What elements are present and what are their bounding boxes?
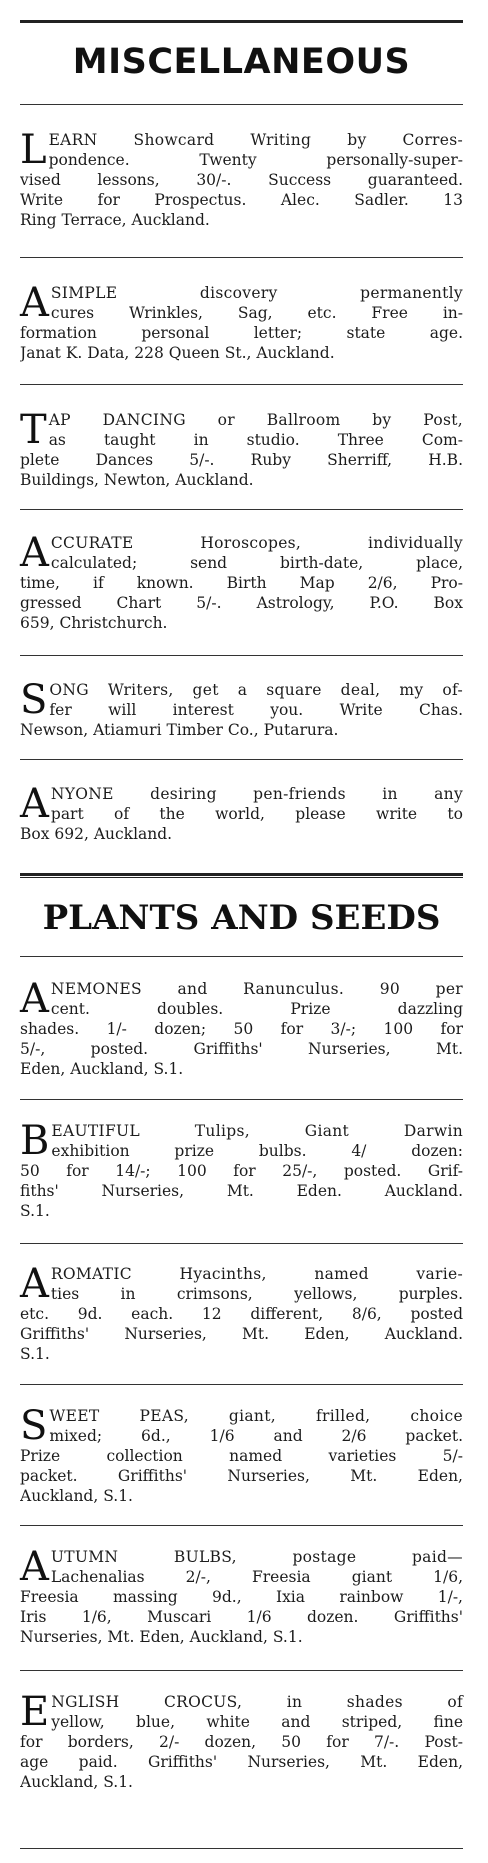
- ad-divider: [20, 759, 463, 760]
- ad-line: Griffiths' Nurseries, Mt. Eden, Auckland.: [20, 1325, 463, 1343]
- ad-line: pondence. Twenty personally-super-: [48, 151, 463, 169]
- ad-divider: [20, 509, 463, 510]
- ad-line: Eden, Auckland, S.1.: [20, 1060, 184, 1078]
- ad-line: SIMPLE discovery permanently: [50, 284, 463, 302]
- drop-cap: A: [20, 280, 49, 326]
- ad-line: Nurseries, Mt. Eden, Auckland, S.1.: [20, 1628, 303, 1646]
- drop-cap: S: [20, 1403, 48, 1449]
- section-heading-plants-and-seeds: PLANTS AND SEEDS: [42, 898, 441, 938]
- ad-line: S.1.: [20, 1202, 50, 1220]
- ad-divider: [20, 1384, 463, 1385]
- ad-wrinkles-cure: [20, 280, 463, 363]
- ad-line: plete Dances 5/-. Ruby Sherriff, H.B.: [20, 451, 463, 469]
- drop-cap: E: [20, 1689, 50, 1735]
- drop-cap: A: [20, 1261, 49, 1307]
- bottom-rule: [20, 1848, 463, 1849]
- ad-line: AP DANCING or Ballroom by Post,: [48, 411, 463, 429]
- ad-line: Write for Prospectus. Alec. Sadler. 13: [20, 191, 463, 209]
- ad-line: Ring Terrace, Auckland.: [20, 211, 210, 229]
- ad-line: formation personal letter; state age.: [20, 324, 463, 342]
- ad-line: Auckland, S.1.: [20, 1773, 133, 1791]
- ad-hyacinths: [20, 1261, 463, 1364]
- ad-line: as taught in studio. Three Com-: [48, 431, 463, 449]
- ad-line: time, if known. Birth Map 2/6, Pro-: [20, 574, 463, 592]
- ad-line: NGLISH CROCUS, in shades of: [51, 1693, 463, 1711]
- ad-line: Iris 1/6, Muscari 1/6 dozen. Griffiths': [20, 1608, 463, 1626]
- section-heading-miscellaneous: MISCELLANEOUS: [72, 42, 411, 82]
- drop-cap: A: [20, 781, 49, 827]
- ad-autumn-bulbs: [20, 1544, 463, 1647]
- ad-line: vised lessons, 30/-. Success guaranteed.: [20, 171, 463, 189]
- ad-line: etc. 9d. each. 12 different, 8/6, posted: [20, 1305, 463, 1323]
- ad-line: 50 for 14/-; 100 for 25/-, posted. Grif-: [20, 1162, 463, 1180]
- ad-line: ONG Writers, get a square deal, my of-: [49, 681, 463, 699]
- ad-line: WEET PEAS, giant, frilled, choice: [49, 1407, 463, 1425]
- ad-line: Prize collection named varieties 5/-: [20, 1447, 463, 1465]
- ad-line: Newson, Atiamuri Timber Co., Putarura.: [20, 721, 339, 739]
- ad-divider: [20, 1670, 463, 1671]
- drop-cap: T: [20, 407, 47, 453]
- ad-line: age paid. Griffiths' Nurseries, Mt. Eden,: [20, 1753, 463, 1771]
- ad-line: Auckland, S.1.: [20, 1487, 133, 1505]
- ad-line: Buildings, Newton, Auckland.: [20, 471, 254, 489]
- ad-line: for borders, 2/- dozen, 50 for 7/-. Post-: [20, 1733, 463, 1751]
- ad-line: Box 692, Auckland.: [20, 825, 173, 843]
- drop-cap: S: [20, 677, 48, 723]
- ad-line: mixed; 6d., 1/6 and 2/6 packet.: [49, 1427, 463, 1445]
- ad-line: EAUTIFUL Tulips, Giant Darwin: [51, 1122, 463, 1140]
- ad-line: exhibition prize bulbs. 4/ dozen:: [51, 1142, 463, 1160]
- ad-line: EARN Showcard Writing by Corres-: [48, 131, 463, 149]
- ad-divider: [20, 1099, 463, 1100]
- ad-anemones: [20, 976, 463, 1079]
- ad-english-crocus: [20, 1689, 463, 1792]
- drop-cap: A: [20, 1544, 49, 1590]
- ad-line: Lachenalias 2/-, Freesia giant 1/6,: [50, 1568, 463, 1586]
- ad-tulips: [20, 1118, 463, 1221]
- ad-tap-dancing: [20, 407, 463, 490]
- ad-line: part of the world, please write to: [50, 805, 463, 823]
- ad-line: Freesia massing 9d., Ixia rainbow 1/-,: [20, 1588, 463, 1606]
- drop-cap: A: [20, 976, 49, 1022]
- ad-line: gressed Chart 5/-. Astrology, P.O. Box: [20, 594, 463, 612]
- section-double-rule: [20, 873, 463, 878]
- ad-line: 5/-, posted. Griffiths' Nurseries, Mt.: [20, 1040, 463, 1058]
- ad-line: packet. Griffiths' Nurseries, Mt. Eden,: [20, 1467, 463, 1485]
- ad-line: ties in crimsons, yellows, purples.: [50, 1285, 463, 1303]
- section-rule: [20, 956, 463, 957]
- ad-line: fiths' Nurseries, Mt. Eden. Auckland.: [20, 1182, 463, 1200]
- ad-line: UTUMN BULBS, postage paid—: [50, 1548, 463, 1566]
- ad-line: CCURATE Horoscopes, individually: [50, 534, 463, 552]
- drop-cap: B: [20, 1118, 50, 1164]
- ad-divider: [20, 655, 463, 656]
- ad-line: S.1.: [20, 1345, 50, 1363]
- ad-sweet-peas: [20, 1403, 463, 1506]
- ad-line: cures Wrinkles, Sag, etc. Free in-: [50, 304, 463, 322]
- ad-divider: [20, 384, 463, 385]
- top-rule: [20, 20, 463, 23]
- ad-horoscopes: [20, 530, 463, 633]
- ad-line: cent. doubles. Prize dazzling: [50, 1000, 463, 1018]
- ad-line: shades. 1/- dozen; 50 for 3/-; 100 for: [20, 1020, 463, 1038]
- ad-divider: [20, 257, 463, 258]
- ad-line: NEMONES and Ranunculus. 90 per: [50, 980, 463, 998]
- ad-line: ROMATIC Hyacinths, named varie-: [50, 1265, 463, 1283]
- ad-line: 659, Christchurch.: [20, 614, 168, 632]
- drop-cap: A: [20, 530, 49, 576]
- ad-pen-friends: [20, 781, 463, 844]
- ad-line: Janat K. Data, 228 Queen St., Auckland.: [20, 344, 335, 362]
- section-rule: [20, 104, 463, 105]
- ad-line: NYONE desiring pen-friends in any: [50, 785, 463, 803]
- ad-divider: [20, 1525, 463, 1526]
- ad-song-writers: [20, 677, 463, 740]
- ad-showcard-writing: [20, 127, 463, 230]
- ad-divider: [20, 1243, 463, 1244]
- ad-line: calculated; send birth-date, place,: [50, 554, 463, 572]
- ad-line: yellow, blue, white and striped, fine: [51, 1713, 463, 1731]
- ad-line: fer will interest you. Write Chas.: [49, 701, 463, 719]
- drop-cap: L: [20, 127, 47, 173]
